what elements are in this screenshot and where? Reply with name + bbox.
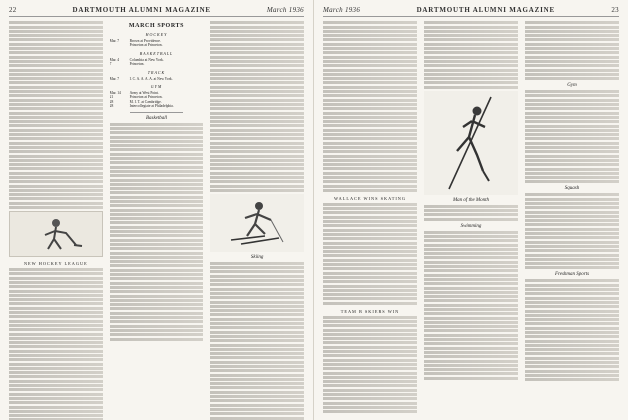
schedule-event: Intercollegiate at Philadelphia. [129,104,174,109]
page-number: 22 [9,6,17,14]
left-column-3 [210,20,304,420]
article-continued-text [210,21,304,192]
team-b-skiers-heading: TEAM B SKIERS WIN [340,308,400,314]
schedule-date: Mar. 7 [109,76,120,81]
hockey-player-icon [28,215,84,253]
hockey-title: HOCKEY [145,32,168,37]
wallace-wins-heading: WALLACE WINS SKATING [334,195,406,201]
gym-title: GYM [150,84,163,90]
swimming-heading: Swimming [460,223,482,229]
gym-article-text [525,90,619,183]
hockey-continued-text [323,21,417,192]
man-of-month-text [424,205,518,221]
swimming-article-text [424,231,518,380]
schedule-event: Army at West Point. [129,91,159,96]
hockey-schedule [110,39,204,48]
skier-icon [221,196,293,250]
schedule-date: Mar. 7 [109,39,120,43]
issue-date: March 1936 [323,6,361,14]
schedule-event: Columbia at New York. [129,57,164,62]
left-running-head [9,6,304,17]
freshman-heading: Freshman Sports [554,272,590,278]
skiing-heading: Skiing [250,254,264,260]
track-schedule [110,77,204,81]
schedule-event: I. C. A. A. A. A. at New York. [129,76,173,81]
column-3-text [525,21,619,80]
man-of-month-heading: Man of the Month [453,197,489,203]
issue-date: March 1936 [266,6,304,14]
basketball-schedule [110,58,204,67]
gym-heading: Gym [567,83,577,89]
schedule-date: 28 [109,99,114,104]
track-title: TRACK [147,69,166,75]
article-text-block [9,21,103,209]
schedule-event: Princeton at Princeton. [129,43,163,48]
schedule-event: Brown at Providence. [129,39,161,43]
hockey-player-illustration [9,211,103,257]
schedule-date: 7 [109,62,112,67]
gym-schedule [110,91,204,109]
schedule-date: 28 [109,104,114,109]
column-text [424,21,518,88]
magazine-title: DARTMOUTH ALUMNI MAGAZINE [416,6,555,14]
right-running-head [323,6,619,17]
skiing-article-text [210,262,304,420]
schedule-event: Princeton at Princeton. [129,95,163,100]
hockey-article-text [9,268,103,420]
march-sports-heading: MARCH SPORTS [128,23,185,29]
new-hockey-league-heading: NEW HOCKEY LEAGUE [23,261,88,267]
right-column-1 [323,20,417,420]
skier-illustration [210,194,304,252]
basketball-title: BASKETBALL [139,50,174,56]
basketball-heading: Basketball [145,115,168,121]
right-column-2 [424,20,518,420]
schedule-event: M. I. T. at Cambridge. [129,99,162,104]
basketball-article-text [110,123,204,341]
schedule-date: 21 [109,95,114,100]
squash-article-text [525,193,619,269]
pole-vaulter-illustration [424,91,518,195]
schedule-row [110,43,204,47]
page-number: 23 [611,6,619,14]
schedule-date: Mar. 14 [109,91,121,96]
team-article-text [323,316,417,414]
pole-vaulter-icon [439,93,503,193]
squash-heading: Squash [564,186,580,192]
schedule-row [110,62,204,66]
schedule-row [110,77,204,81]
schedule-row [110,104,204,108]
left-column-2 [110,20,204,420]
skating-article-text [323,203,417,305]
magazine-title: DARTMOUTH ALUMNI MAGAZINE [72,6,211,14]
schedule-event: Princeton. [129,62,145,67]
right-page [314,0,628,420]
right-column-3 [525,20,619,420]
left-column-1 [9,20,103,420]
freshman-article-text [525,279,619,381]
schedule-date: Mar. 4 [109,57,120,62]
schedule-date [110,43,126,47]
